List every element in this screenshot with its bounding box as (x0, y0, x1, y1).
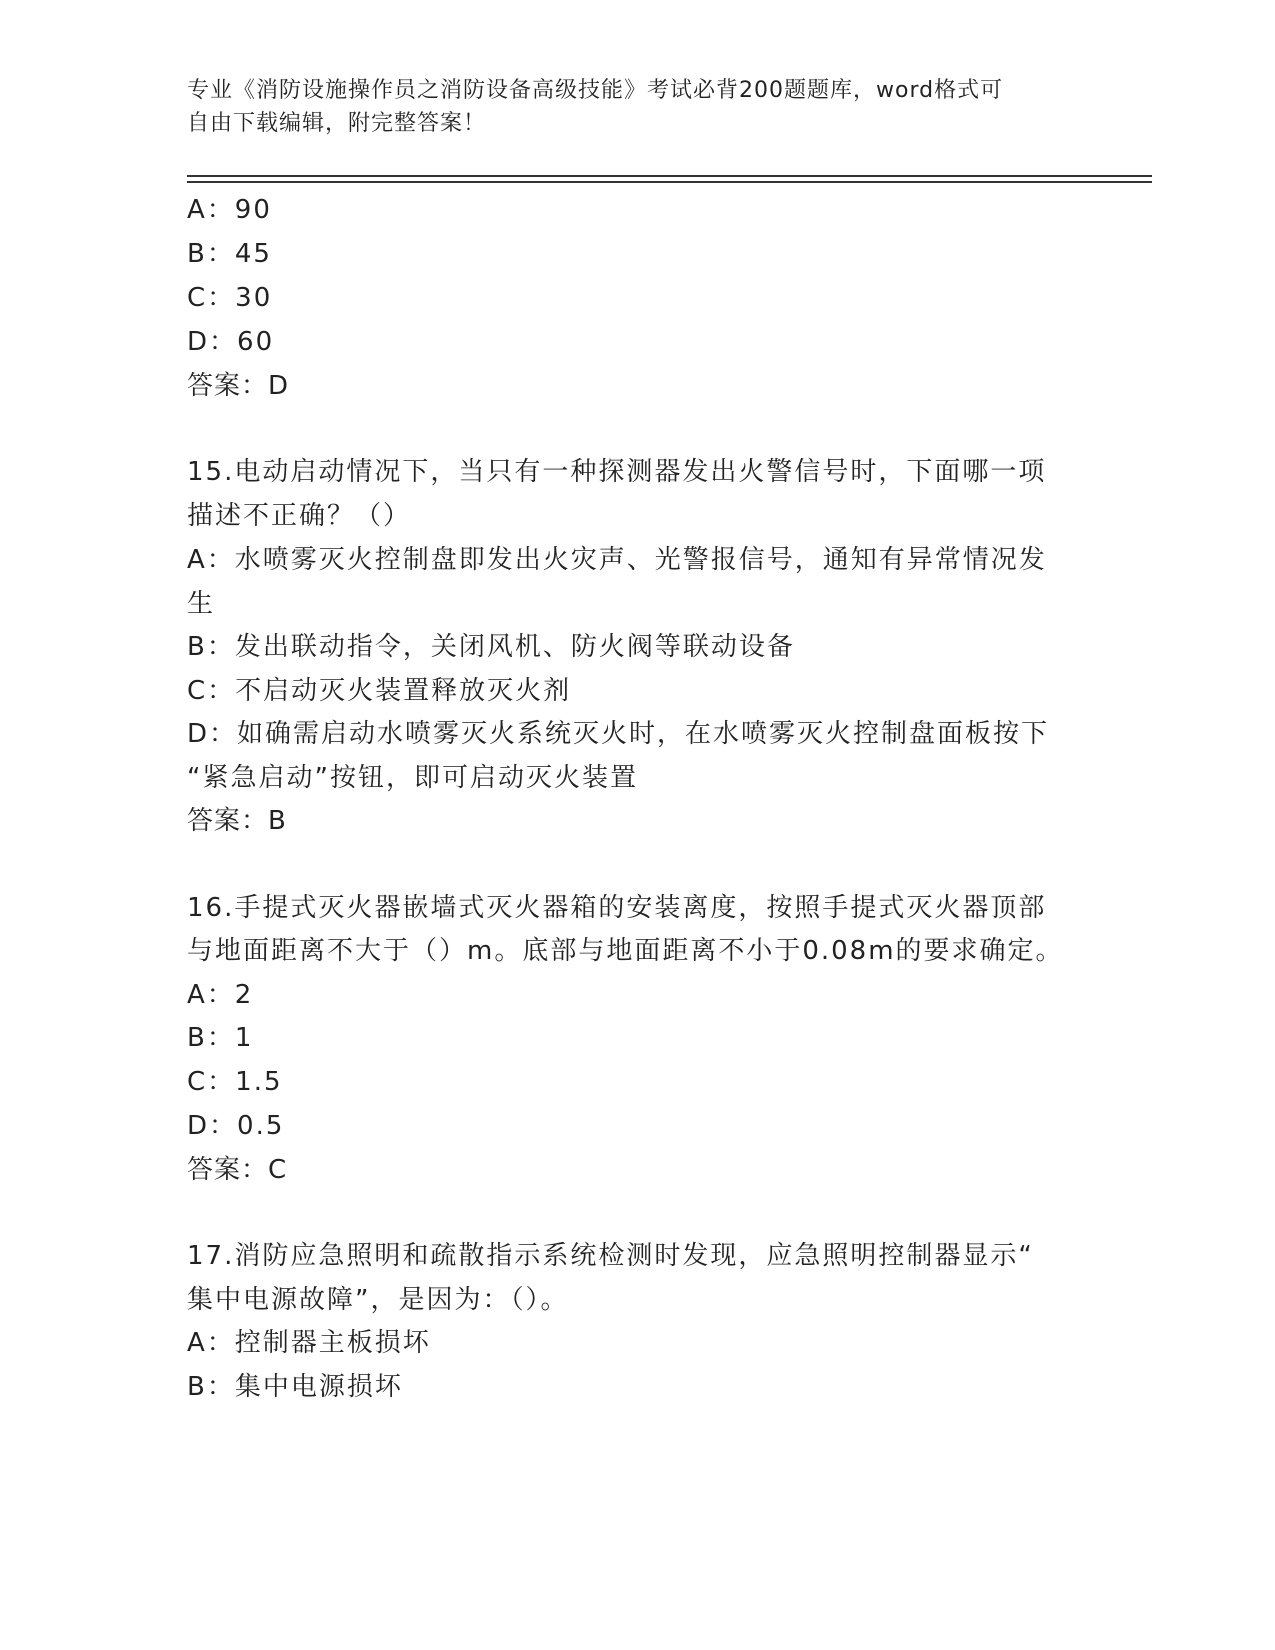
header-divider-top (187, 175, 1152, 177)
q14-option-b: B：45 (187, 239, 272, 269)
q14-option-a: A：90 (187, 195, 272, 225)
header-line-1: 专业《消防设施操作员之消防设备高级技能》考试必背200题题库，word格式可 (187, 78, 1004, 103)
q16-stem-line-1: 16.手提式灭火器嵌墙式灭火器箱的安装离度，按照手提式灭火器顶部 (187, 893, 1047, 923)
q16-option-c: C：1.5 (187, 1067, 283, 1097)
q17-option-a: A：控制器主板损坏 (187, 1328, 431, 1358)
q17-stem-line-1: 17.消防应急照明和疏散指示系统检测时发现，应急照明控制器显示“ (187, 1241, 1034, 1271)
q15-option-c: C：不启动灭火装置释放灭火剂 (187, 676, 572, 706)
q15-answer: 答案：B (187, 806, 287, 836)
q14-option-d: D：60 (187, 327, 275, 357)
q16-answer: 答案：C (187, 1155, 288, 1185)
q16-option-d: D：0.5 (187, 1111, 285, 1141)
q16-option-a: A：2 (187, 980, 254, 1010)
q16-stem-line-2: 与地面距离不大于（）m。底部与地面距离不小于0.08m的要求确定。 (187, 936, 1064, 966)
q15-option-a-line-2: 生 (187, 589, 216, 619)
q17-stem-line-2: 集中电源故障”，是因为：（）。 (187, 1285, 569, 1315)
header-line-2: 自由下载编辑，附完整答案！ (187, 111, 487, 136)
q15-stem-line-2: 描述不正确？（） (187, 501, 412, 531)
q16-option-b: B：1 (187, 1023, 254, 1053)
q15-option-d-line-2: “紧急启动”按钮，即可启动灭火装置 (187, 763, 638, 793)
q15-option-a-line-1: A：水喷雾灭火控制盘即发出火灾声、光警报信号，通知有异常情况发 (187, 545, 1047, 575)
q14-option-c: C：30 (187, 283, 273, 313)
q15-option-b: B：发出联动指令，关闭风机、防火阀等联动设备 (187, 632, 795, 662)
q14-answer: 答案：D (187, 371, 290, 401)
q17-option-b: B：集中电源损坏 (187, 1372, 403, 1402)
document-header (187, 74, 1087, 140)
header-divider-bottom (187, 181, 1152, 183)
q15-stem-line-1: 15.电动启动情况下，当只有一种探测器发出火警信号时，下面哪一项 (187, 457, 1047, 487)
q15-option-d-line-1: D：如确需启动水喷雾灭火系统灭火时，在水喷雾灭火控制盘面板按下 (187, 719, 1050, 749)
